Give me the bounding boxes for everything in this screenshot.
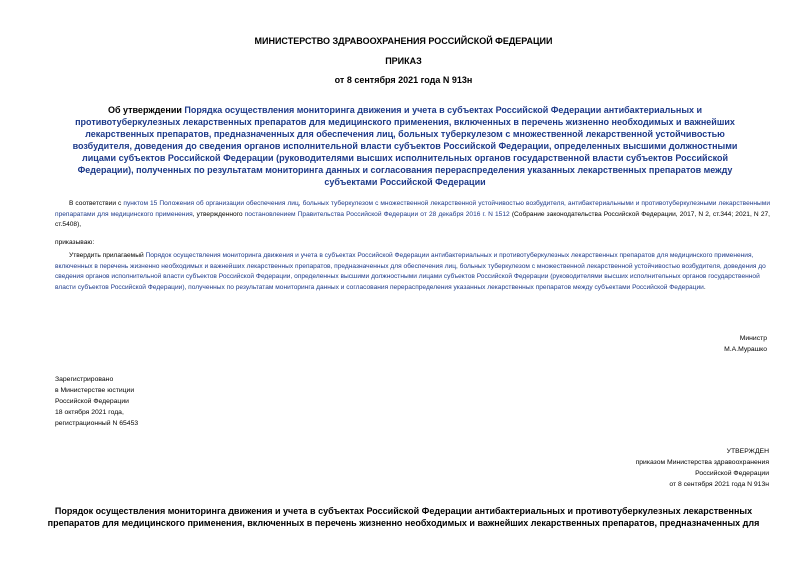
approved-line-4: от 8 сентября 2021 года N 913н <box>669 481 769 488</box>
registration-line-3: Российской Федерации <box>55 398 129 405</box>
registration-line-4: 18 октября 2021 года, <box>55 409 124 416</box>
signature-name: М.А.Мурашко <box>724 346 767 353</box>
approved-line-3: Российской Федерации <box>695 470 769 477</box>
registration-line-5: регистрационный N 65453 <box>55 420 139 427</box>
approve-paragraph <box>55 251 770 293</box>
order-heading: ПРИКАЗ <box>385 56 422 66</box>
registration-block <box>55 374 215 429</box>
order-title-link[interactable]: Порядка осуществления мониторинга движения и учета в субъектах Российской Федерации антибактериальных и противотуберкулезных лекарственных препаратов для медицинского применения, включенных в перечень жизненно необходимых и важнейших лекарственных препаратов, предназначенных для обеспечения лиц, больных туберкулезом с множественной лекарственной устойчивостью возбудителя, доведения до сведения органов исполнительной власти субъектов Российской Федерации, определенных высшими должностными лицами субъектов Российской Федерации (руководителями высших исполнительных органов государственной власти субъектов Российской Федерации), полученных по результатам мониторинга данных и согласования перераспределения указанных лекарственных препаратов между субъектами Российской Федерации <box>72 105 738 187</box>
order-title <box>55 104 755 188</box>
signature-block <box>627 333 767 355</box>
procedure-title: Порядок осуществления мониторинга движения и учета в субъектах Российской Федерации антибактериальных и противотуберкулезных лекарственных препаратов для медицинского применения, включенных в перечень жизненно необходимых и важнейших лекарственных препаратов, предназначенных для <box>47 506 760 528</box>
approve-text-1: Утвердить прилагаемый <box>69 252 146 259</box>
order-date-number: от 8 сентября 2021 года N 913н <box>334 75 473 85</box>
signature-position: Министр <box>739 335 767 342</box>
preamble-paragraph <box>55 199 770 231</box>
preamble-link-decree[interactable]: постановлением Правительства Российской Федерации от 28 декабря 2016 г. N 1512 <box>244 210 510 218</box>
registration-line-1: Зарегистрировано <box>55 376 114 383</box>
order-title-prefix: Об утверждении <box>107 105 185 115</box>
prikazyvayu-text: приказываю: <box>55 239 95 246</box>
approved-line-1: УТВЕРЖДЕН <box>726 448 769 455</box>
ministry-heading: МИНИСТЕРСТВО ЗДРАВООХРАНЕНИЯ РОССИЙСКОЙ ФЕДЕРАЦИИ <box>254 36 553 46</box>
approved-block <box>529 446 769 490</box>
preamble-text-2: , утвержденного <box>192 210 245 218</box>
approve-procedure-link[interactable]: Порядок осуществления мониторинга движения и учета в субъектах Российской Федерации антибактериальных и противотуберкулезных лекарственных препаратов для медицинского применения, включенных в перечень жизненно необходимых и важнейших лекарственных препаратов, предназначенных для обеспечения лиц, больных туберкулезом с множественной лекарственной устойчивостью возбудителя, доведения до сведения органов исполнительной власти субъектов Российской Федерации, определенных высшими должностными лицами субъектов Российской Федерации (руководителями высших исполнительных органов государственной власти субъектов Российской Федерации), полученных по результатам мониторинга данных и согласования перераспределения указанных лекарственных препаратов между субъектами Российской Федерации <box>55 252 766 291</box>
approved-line-2: приказом Министерства здравоохранения <box>635 459 769 466</box>
registration-line-2: в Министерстве юстиции <box>55 387 135 394</box>
preamble-link-regulation[interactable]: пунктом 15 Положения об организации обеспечения лиц, больных туберкулезом с множественной лекарственной устойчивостью возбудителя, антибактериальными и противотуберкулезными лекарственными препаратами для медицинского применения <box>55 200 771 218</box>
approve-text-2: . <box>703 283 706 291</box>
preamble-text-1: В соответствии с <box>69 200 124 207</box>
preamble-text-3: (Собрание законодательства Российской Федерации, 2017, N 2, ст.344; 2021, N 27, ст.5408), <box>55 210 770 228</box>
